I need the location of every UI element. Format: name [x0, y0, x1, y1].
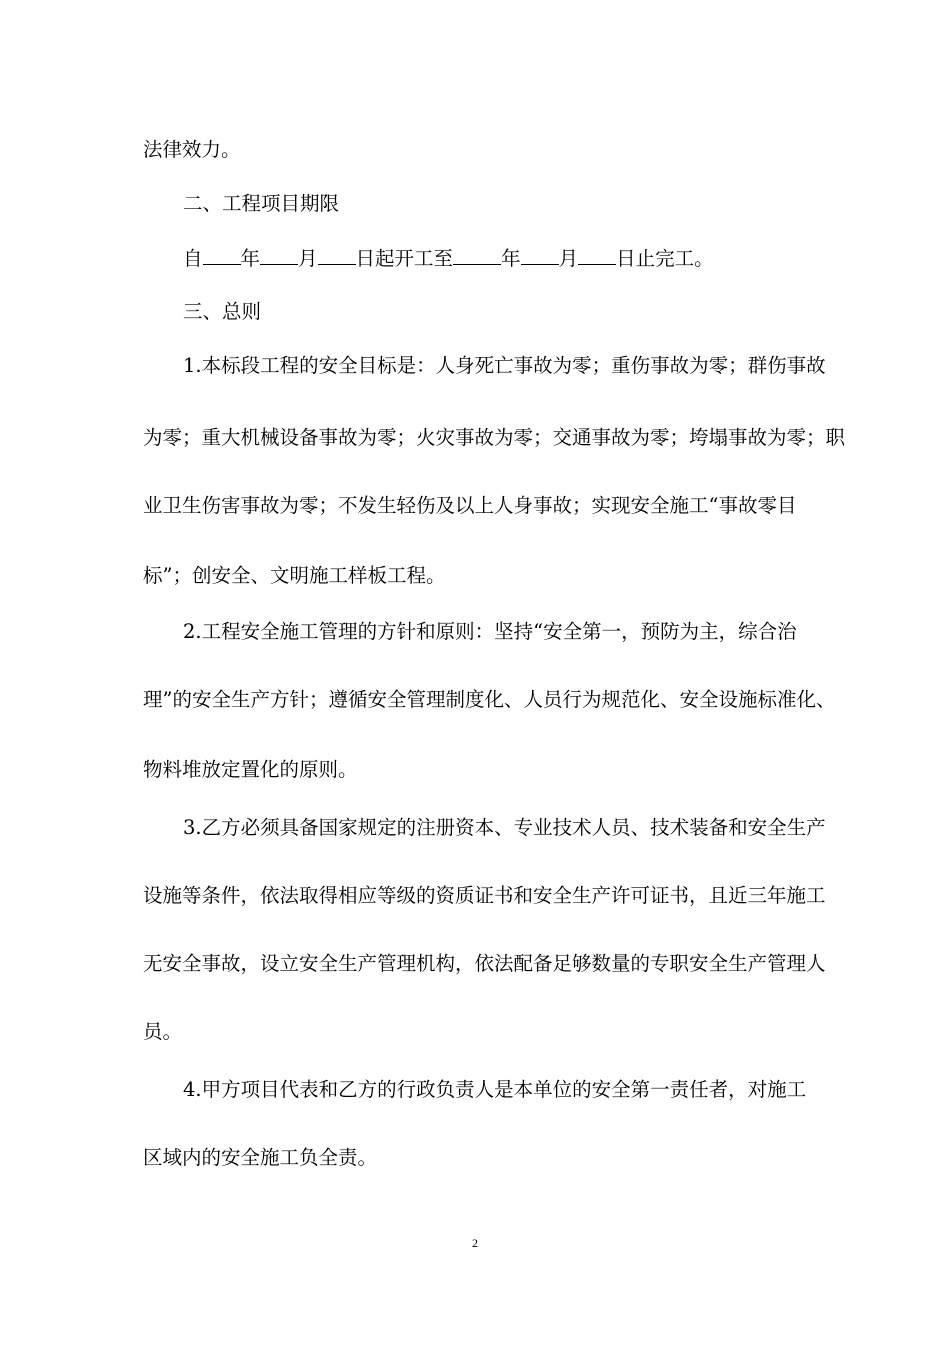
section-heading: 三、总则 — [183, 300, 262, 323]
page-number: 2 — [472, 1236, 478, 1250]
body-text-line: 2.工程安全施工管理的方针和原则：坚持“安全第一，预防为主，综合治 — [183, 620, 797, 643]
end-day-blank[interactable] — [578, 246, 616, 265]
schedule-month-2: 月 — [558, 247, 579, 270]
schedule-year-2: 年 — [501, 247, 521, 270]
body-text-line: 4.甲方项目代表和乙方的行政负责人是本单位的安全第一责任者，对施工 — [183, 1078, 807, 1101]
body-text-line: 1.本标段工程的安全目标是：人身死亡事故为零；重伤事故为零；群伤事故 — [183, 354, 826, 377]
start-day-blank[interactable] — [318, 246, 356, 265]
schedule-line — [183, 246, 714, 271]
schedule-from: 自 — [183, 247, 203, 270]
schedule-day-1: 日起开工至 — [355, 247, 454, 270]
schedule-year-1: 年 — [240, 247, 261, 270]
body-text-line: 无安全事故，设立安全生产管理机构，依法配备足够数量的专职安全生产管理人 — [143, 952, 826, 975]
body-text-line: 员。 — [143, 1020, 183, 1043]
end-month-blank[interactable] — [521, 246, 559, 265]
body-text-line: 设施等条件，依法取得相应等级的资质证书和安全生产许可证书，且近三年施工 — [143, 884, 826, 907]
end-year-blank[interactable] — [453, 246, 501, 265]
body-text-line: 为零；重大机械设备事故为零；火灾事故为零；交通事故为零；垮塌事故为零；职 — [143, 426, 846, 449]
body-text-line: 标”；创安全、文明施工样板工程。 — [143, 564, 446, 587]
body-text-line: 物料堆放定置化的原则。 — [143, 758, 358, 781]
body-text-line: 业卫生伤害事故为零；不发生轻伤及以上人身事故；实现安全施工“事故零目 — [143, 494, 797, 517]
start-month-blank[interactable] — [260, 246, 298, 265]
schedule-month-1: 月 — [298, 247, 318, 270]
body-text-line: 法律效力。 — [143, 138, 241, 161]
body-text-line: 理”的安全生产方针；遵循安全管理制度化、人员行为规范化、安全设施标准化、 — [143, 688, 836, 711]
body-text-line: 区域内的安全施工负全责。 — [143, 1146, 378, 1169]
section-heading: 二、工程项目期限 — [183, 192, 340, 215]
body-text-line: 3.乙方必须具备国家规定的注册资本、专业技术人员、技术装备和安全生产 — [183, 816, 826, 839]
schedule-day-2: 日止完工。 — [616, 247, 714, 270]
start-year-blank[interactable] — [203, 246, 241, 265]
